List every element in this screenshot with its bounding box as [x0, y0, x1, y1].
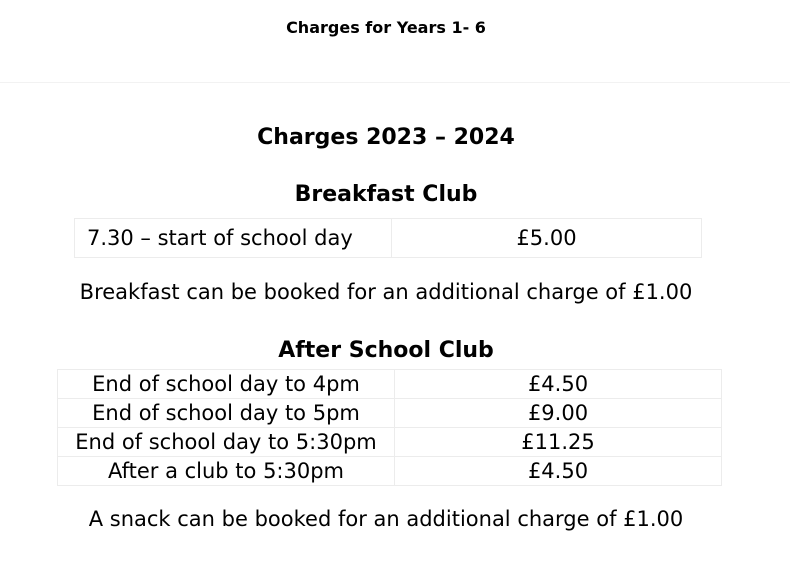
charges-heading: Charges 2023 – 2024	[257, 125, 515, 150]
price-cell: £9.00	[395, 399, 722, 428]
price-cell: £11.25	[395, 428, 722, 457]
breakfast-note: Breakfast can be booked for an additional charge of £1.00	[79, 280, 693, 304]
session-cell: End of school day to 5pm	[58, 399, 395, 428]
price-cell: £4.50	[395, 457, 722, 486]
session-cell: End of school day to 4pm	[58, 370, 395, 399]
breakfast-club-heading: Breakfast Club	[294, 182, 478, 207]
page-title: Charges for Years 1- 6	[286, 18, 486, 37]
snack-note: A snack can be booked for an additional charge of £1.00	[88, 507, 684, 531]
table-row	[75, 219, 702, 258]
table-row	[58, 428, 722, 457]
session-cell: 7.30 – start of school day	[75, 219, 392, 258]
price-cell: £4.50	[395, 370, 722, 399]
table-row	[58, 457, 722, 486]
breakfast-club-table	[74, 218, 702, 258]
table-row	[58, 399, 722, 428]
after-school-club-heading: After School Club	[278, 338, 494, 363]
table-row	[58, 370, 722, 399]
after-school-club-table	[57, 369, 722, 486]
session-cell: After a club to 5:30pm	[58, 457, 395, 486]
session-cell: End of school day to 5:30pm	[58, 428, 395, 457]
price-cell: £5.00	[392, 219, 702, 258]
